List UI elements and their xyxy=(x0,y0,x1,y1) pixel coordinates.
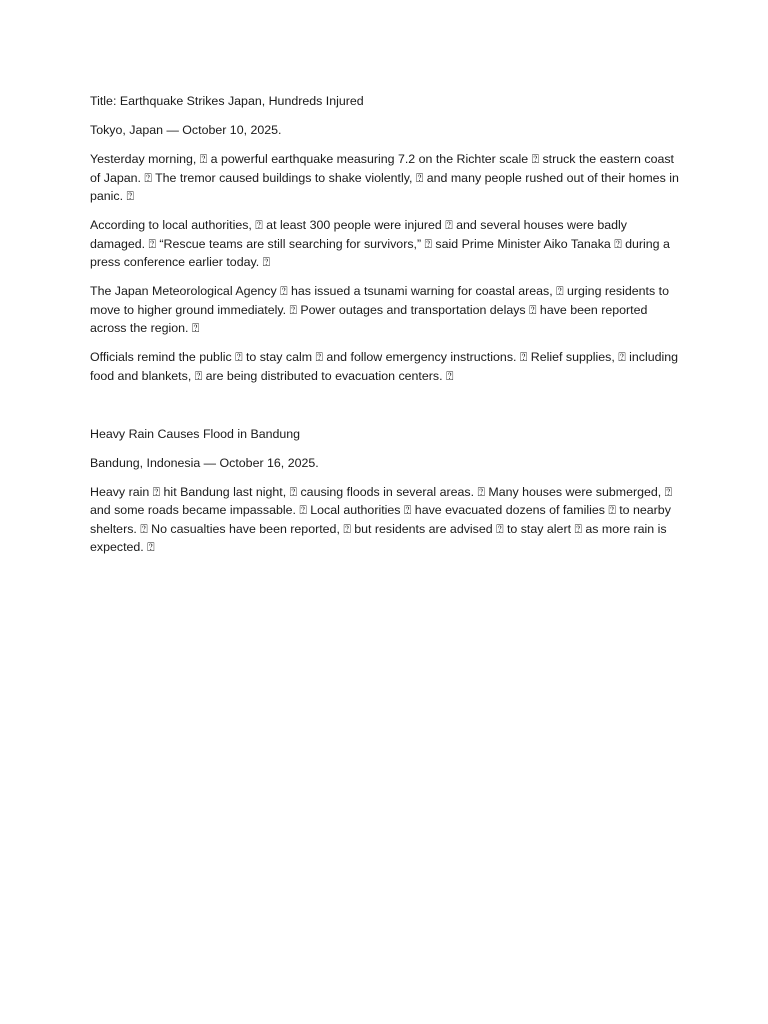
article-separator xyxy=(90,396,680,425)
article-1-paragraph-2: According to local authorities, ⍰ at least 300 people were injured ⍰ and several houses were badly damaged. ⍰ “Rescue teams are still searching for survivors,” ⍰ said Prime Minister Aiko Tanaka ⍰ during a press conference earlier today. ⍰ xyxy=(90,218,670,269)
article-1-paragraph-3: The Japan Meteorological Agency ⍰ has issued a tsunami warning for coastal areas, ⍰ urging residents to move to higher ground immediately. ⍰ Power outages and transportation delays ⍰ have been reported across the region. ⍰ xyxy=(90,284,669,335)
article-2-dateline: Bandung, Indonesia — October 16, 2025. xyxy=(90,455,319,470)
article-2-title: Heavy Rain Causes Flood in Bandung xyxy=(90,426,301,441)
article-2-paragraph-1: Heavy rain ⍰ hit Bandung last night, ⍰ causing floods in several areas. ⍰ Many houses were submerged, ⍰ and some roads became impassable. ⍰ Local authorities ⍰ have evacuated dozens of families ⍰ to nearby shelters. ⍰ No casualties have been reported, ⍰ but residents are advised ⍰ to stay alert ⍰ as more rain is expected. ⍰ xyxy=(90,484,673,554)
article-1-dateline: Tokyo, Japan — October 10, 2025. xyxy=(90,123,282,137)
article-1-title: Title: Earthquake Strikes Japan, Hundreds Injured xyxy=(90,94,364,108)
article-1-paragraph-1: Yesterday morning, ⍰ a powerful earthquake measuring 7.2 on the Richter scale ⍰ struck the eastern coast of Japan. ⍰ The tremor caused buildings to shake violently, ⍰ and many people rushed out of their homes in panic. ⍰ xyxy=(90,152,679,203)
article-1-paragraph-4: Officials remind the public ⍰ to stay calm ⍰ and follow emergency instructions. ⍰ Relief supplies, ⍰ including food and blankets, ⍰ are being distributed to evacuation centers. ⍰ xyxy=(90,350,679,383)
document-page xyxy=(90,92,680,567)
